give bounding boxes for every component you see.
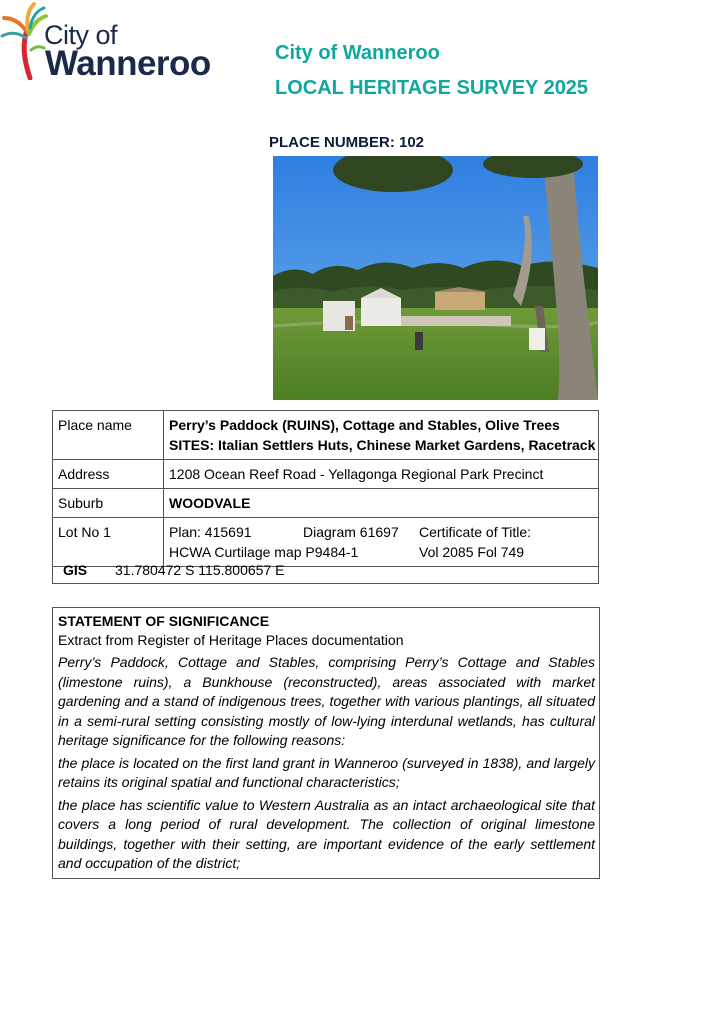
gis-coordinates <box>52 557 599 584</box>
address-row <box>53 460 599 489</box>
kangaroo-paw-icon <box>0 0 50 80</box>
gis-label: GIS <box>63 562 88 578</box>
place-name-value: Perry’s Paddock (RUINS), Cottage and Stables, Olive Trees <box>169 417 560 433</box>
place-number: PLACE NUMBER: 102 <box>269 134 425 151</box>
logo-text-city-of: City of <box>44 20 118 50</box>
document-title: City of Wanneroo <box>275 42 440 64</box>
statement-paragraph-3: the place has scientific value to Western Australia as an intact archaeological site that covers a long period of rural development. The collection of original limestone buildings, together with their setting, are important evidence of the early settlement and occupation of the district; <box>58 796 595 871</box>
place-name-label: Place name <box>53 411 164 460</box>
document-subtitle: LOCAL HERITAGE SURVEY 2025 <box>275 77 589 99</box>
suburb-row <box>53 489 599 518</box>
diagram-value: Diagram 61697 <box>303 524 399 540</box>
certificate-label: Certificate of Title: <box>419 524 532 540</box>
place-name-row <box>53 411 599 460</box>
statement-paragraph-1: Perry’s Paddock, Cottage and Stables, comprising Perry’s Cottage and Stables (limestone ruins), a Bunkhouse (reconstructed), areas associated with market gardening and a stand of indigenous trees, together with various plantings, all situated in a semi-rural setting consisting mostly of low-lying interdunal wetlands, has cultural heritage significance for the following reasons: <box>58 654 595 748</box>
volume-folio-value: Vol 2085 Fol 749 <box>419 544 525 560</box>
heritage-site-photo <box>273 156 598 400</box>
statement-heading: STATEMENT OF SIGNIFICANCE <box>58 613 270 629</box>
place-details-table <box>52 410 599 567</box>
place-sites-value: SITES: Italian Settlers Huts, Chinese Market Gardens, Racetrack <box>169 437 596 453</box>
suburb-value: WOODVALE <box>169 495 251 511</box>
plan-value: Plan: 415691 <box>169 524 252 540</box>
statement-of-significance <box>52 607 600 879</box>
address-value: 1208 Ocean Reef Road - Yellagonga Regional Park Precinct <box>169 466 544 482</box>
statement-paragraph-2: the place is located on the first land grant in Wanneroo (surveyed in 1838), and largely retains its original spatial and functional characteristics; <box>58 754 595 790</box>
address-label: Address <box>53 460 164 489</box>
hcwa-curtilage-value: HCWA Curtilage map P9484-1 <box>169 544 359 560</box>
statement-source: Extract from Register of Heritage Places documentation <box>58 632 404 648</box>
suburb-label: Suburb <box>53 489 164 518</box>
logo-text-wanneroo: Wanneroo <box>45 44 211 83</box>
city-of-wanneroo-logo <box>0 0 225 83</box>
gis-value: 31.780472 S 115.800657 E <box>115 562 285 578</box>
lot-label: Lot No 1 <box>53 518 164 567</box>
